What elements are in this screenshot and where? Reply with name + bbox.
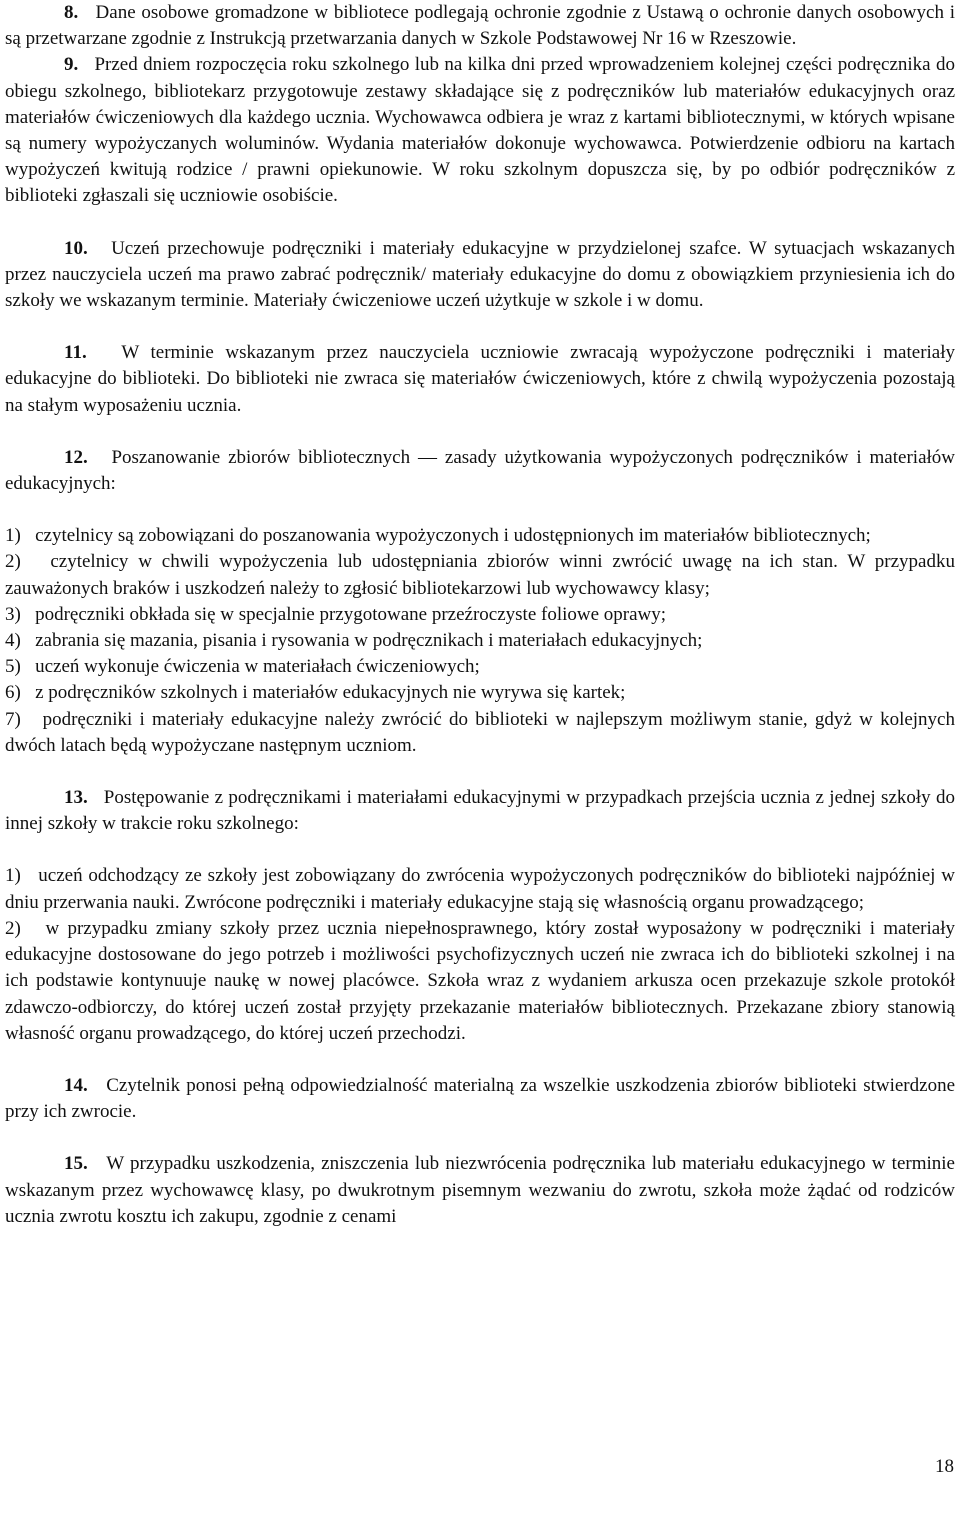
section-text: Uczeń przechowuje podręczniki i materiały edukacyjne w przydzielonej szafce. W sytuacjach wskazanych przez nauczyciela uczeń ma prawo zabrać podręcznik/ materiały edukacyjne do domu z obowiązkiem przyniesienia ich do szkoły we wskazanym terminie. Materiały ćwiczeniowe uczeń użytkuje w szkole i w domu. xyxy=(5,237,955,312)
list-item: 2) w przypadku zmiany szkoły przez ucznia niepełnosprawnego, który został wyposażony w podręczniki i materiały edukacyjne dostosowane do jego potrzeb i możliwości psychofizycznych uczeń nie zwraca ich do biblioteki szkolnej i na ich podstawie kontynuuje naukę w nowej placówce. Szkoła wraz z wydaniem arkusza ocen przekazuje szkole protokół zdawczo-odbiorczy, do której uczeń został przyjęty przekazanie materiałów bibliotecznych. Przekazane zbiory stanowią własność organu prowadzącego, do której uczeń przechodzi. xyxy=(5,917,955,1044)
section-8 xyxy=(5,0,955,52)
section-11 xyxy=(5,340,955,419)
section-number: 13. xyxy=(64,787,88,809)
section-text: Dane osobowe gromadzone w bibliotece podlegają ochronie zgodnie z Ustawą o ochronie danych osobowych i są przetwarzane zgodnie z Instrukcją przetwarzania danych w Szkole Podstawowej Nr 16 w Rzeszowie. xyxy=(5,2,955,50)
list-item: 4) zabrania się mazania, pisania i rysowania w podręcznikach i materiałach edukacyjnych; xyxy=(5,630,703,652)
section-number: 8. xyxy=(64,2,79,23)
list-item: 1) uczeń odchodzący ze szkoły jest zobowiązany do zwrócenia wypożyczonych podręczników do biblioteki najpóźniej w dniu przerwania nauki. Zwrócone podręczniki i materiały edukacyjne stają się własnością organu prowadzącego; xyxy=(5,865,955,913)
section-number: 9. xyxy=(64,54,79,76)
section-number: 14. xyxy=(64,1074,88,1096)
section-10 xyxy=(5,236,955,315)
document-page xyxy=(5,0,955,1230)
section-text: Czytelnik ponosi pełną odpowiedzialność materialną za wszelkie uszkodzenia zbiorów biblioteki stwierdzone przy ich zwrocie. xyxy=(5,1074,956,1123)
list-item: 1) czytelnicy są zobowiązani do poszanowania wypożyczonych i udostępnionych im materiałów bibliotecznych; xyxy=(5,525,871,547)
page-number: 18 xyxy=(935,1456,954,1477)
section-number: 15. xyxy=(64,1153,88,1175)
list-item: 2) czytelnicy w chwili wypożyczenia lub udostępniania zbiorów winni zwrócić uwagę na ich stan. W przypadku zauważonych braków i uszkodzeń należy to zgłosić bibliotekarzowi lub wychowawcy klasy; xyxy=(5,551,955,599)
section-13 xyxy=(5,785,955,837)
section-9 xyxy=(5,52,955,209)
section-text: W terminie wskazanym przez nauczyciela uczniowie zwracają wypożyczone podręczniki i materiały edukacyjne do biblioteki. Do biblioteki nie zwraca się materiałów ćwiczeniowych, które z chwilą wypożyczenia pozostają na stałym wyposażeniu ucznia. xyxy=(5,342,956,416)
list-item: 6) z podręczników szkolnych i materiałów edukacyjnych nie wyrywa się kartek; xyxy=(5,682,626,704)
section-number: 10. xyxy=(64,237,88,259)
section-14 xyxy=(5,1073,955,1125)
section-12 xyxy=(5,445,955,497)
section-15 xyxy=(5,1151,955,1230)
section-number: 12. xyxy=(64,446,88,468)
section-text: Przed dniem rozpoczęcia roku szkolnego lub na kilka dni przed wprowadzeniem kolejnej części podręcznika do obiegu szkolnego, bibliotekarz przygotowuje zestawy składające się z podręczników lub materiałów edukacyjnych oraz materiałów ćwiczeniowych dla każdego ucznia. Wychowawca odbiera je wraz z kartami bibliotecznymi, w których wpisane są numery wypożyczanych woluminów. Wydania materiałów dokonuje wychowawca. Potwierdzenie odbioru na kartach wypożyczeń kwitują rodzice / prawni opiekunowie. W roku szkolnym dopuszcza się, by po odbiór podręczników z biblioteki zgłaszali się uczniowie osobiście. xyxy=(5,54,956,207)
section-number: 11. xyxy=(64,342,87,364)
list-item: 3) podręczniki obkłada się w specjalnie przygotowane przeźroczyste foliowe oprawy; xyxy=(5,603,667,625)
section-text: W przypadku uszkodzenia, zniszczenia lub niezwrócenia podręcznika lub materiału edukacyjnego w terminie wskazanym przez wychowawcę klasy, po dwukrotnym pisemnym wezwaniu do zwrotu, szkoła może żądać od rodziców ucznia zwrotu kosztu ich zakupu, zgodnie z cenami xyxy=(5,1153,955,1227)
section-text: Postępowanie z podręcznikami i materiałami edukacyjnymi w przypadkach przejścia ucznia z jednej szkoły do innej szkoły w trakcie roku szkolnego: xyxy=(5,787,955,835)
list-item: 5) uczeń wykonuje ćwiczenia w materiałach ćwiczeniowych; xyxy=(5,656,480,678)
section-text: Poszanowanie zbiorów bibliotecznych — zasady użytkowania wypożyczonych podręczników i materiałów edukacyjnych: xyxy=(5,446,955,495)
list-item: 7) podręczniki i materiały edukacyjne należy zwrócić do biblioteki w najlepszym możliwym stanie, gdyż w kolejnych dwóch latach będą wypożyczane następnym uczniom. xyxy=(5,708,955,756)
